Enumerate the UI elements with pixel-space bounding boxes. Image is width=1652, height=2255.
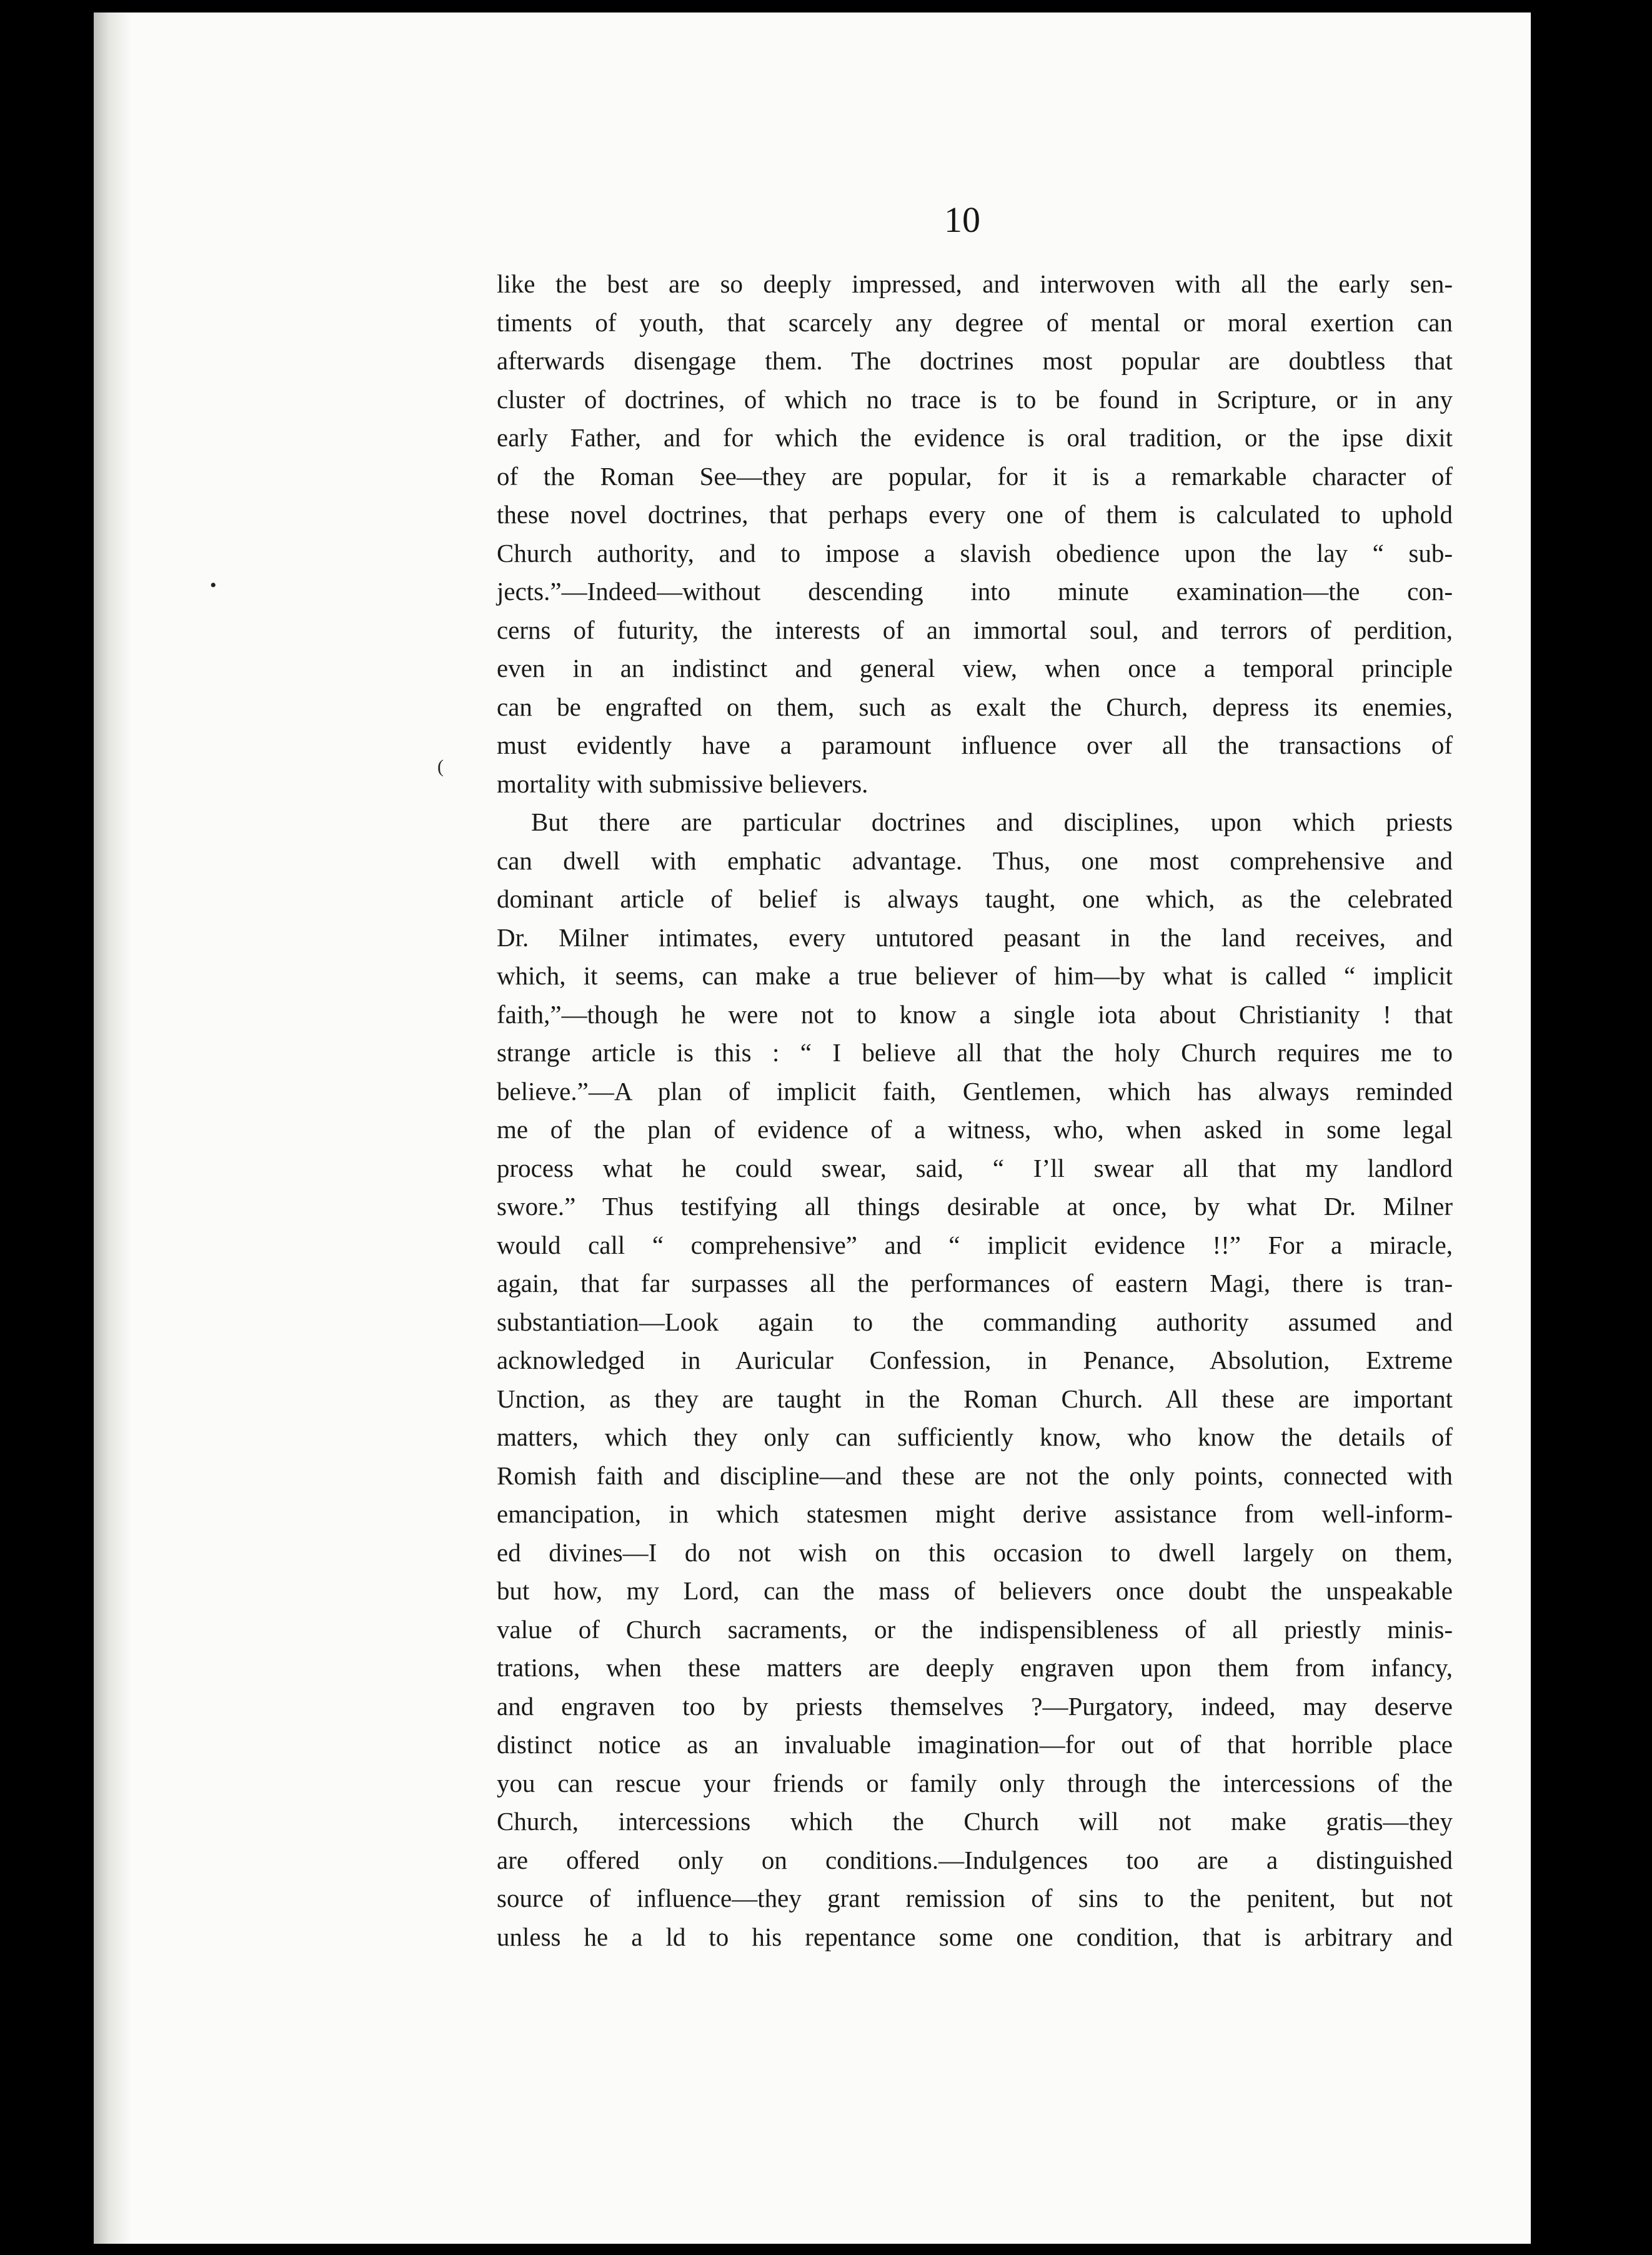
margin-dot: • [210, 575, 217, 596]
text-line: mortality with submissive believers. [497, 769, 868, 798]
text-line: can dwell with emphatic advantage. Thus, one most comprehensive and [497, 846, 1453, 875]
text-line: must evidently have a paramount influence over all the transactions of [497, 731, 1453, 759]
text-line: jects.”—Indeed—without descending into minute examination—the con- [497, 577, 1453, 606]
body-text [497, 265, 1453, 1956]
text-line: dominant article of belief is always taught, one which, as the celebrated [497, 884, 1453, 913]
text-line: these novel doctrines, that perhaps every one of them is calculated to uphold [497, 500, 1453, 529]
text-line: matters, which they only can sufficiently know, who know the details of [497, 1422, 1453, 1451]
margin-mark: ( [437, 756, 444, 777]
text-line: can be engrafted on them, such as exalt the Church, depress its enemies, [497, 692, 1453, 721]
text-line: like the best are so deeply impressed, and interwoven with all the early sen- [497, 269, 1453, 298]
text-line: trations, when these matters are deeply engraven upon them from infancy, [497, 1653, 1453, 1682]
text-line: But there are particular doctrines and disciplines, upon which priests [531, 808, 1453, 836]
text-line: afterwards disengage them. The doctrines most popular are doubtless that [497, 346, 1453, 375]
text-line: Church, intercessions which the Church will not make gratis—they [497, 1807, 1453, 1836]
text-line: and engraven too by priests themselves ?—Purgatory, indeed, may deserve [497, 1691, 1453, 1721]
text-line: me of the plan of evidence of a witness, who, when asked in some legal [497, 1115, 1453, 1144]
text-line: swore.” Thus testifying all things desirable at once, by what Dr. Milner [497, 1192, 1453, 1221]
text-line: again, that far surpasses all the performances of eastern Magi, there is tran- [497, 1269, 1453, 1298]
binding-edge [94, 12, 131, 2244]
text-line: but how, my Lord, can the mass of believers once doubt the unspeakable [497, 1576, 1453, 1605]
text-line: ed divines—I do not wish on this occasion to dwell largely on them, [497, 1538, 1453, 1567]
text-line: would call “ comprehensive” and “ implicit evidence !!” For a miracle, [497, 1230, 1453, 1259]
text-line: you can rescue your friends or family only through the intercessions of the [497, 1768, 1453, 1798]
text-line: which, it seems, can make a true believer of him—by what is called “ implicit [497, 961, 1453, 990]
text-line: strange article is this : “ I believe all that the holy Church requires me to [497, 1038, 1453, 1067]
text-line: value of Church sacraments, or the indispensibleness of all priestly minis- [497, 1614, 1453, 1644]
text-line: even in an indistinct and general view, when once a temporal principle [497, 654, 1453, 682]
text-line: of the Roman See—they are popular, for it is a remarkable character of [497, 461, 1453, 491]
text-line: emancipation, in which statesmen might derive assistance from well-inform- [497, 1499, 1453, 1528]
text-line: process what he could swear, said, “ I’ll swear all that my landlord [497, 1153, 1453, 1182]
text-line: acknowledged in Auricular Confession, in Penance, Absolution, Extreme [497, 1346, 1453, 1374]
page-number: 10 [944, 199, 980, 240]
text-line: cluster of doctrines, of which no trace is to be found in Scripture, or in any [497, 384, 1453, 414]
text-line: timents of youth, that scarcely any degree of mental or moral exertion can [497, 308, 1453, 337]
text-line: cerns of futurity, the interests of an immortal soul, and terrors of perdition, [497, 615, 1453, 644]
text-line: faith,”—though he were not to know a single iota about Christianity ! that [497, 999, 1453, 1029]
text-line: early Father, and for which the evidence is oral tradition, or the ipse dixit [497, 423, 1453, 452]
text-line: unless he a ld to his repentance some one condition, that is arbitrary and [497, 1922, 1453, 1951]
text-line: substantiation—Look again to the commanding authority assumed and [497, 1307, 1453, 1336]
text-line: are offered only on conditions.—Indulgences too are a distinguished [497, 1845, 1453, 1874]
text-line: Dr. Milner intimates, every untutored peasant in the land receives, and [497, 922, 1453, 952]
text-line: Church authority, and to impose a slavish obedience upon the lay “ sub- [497, 538, 1453, 568]
text-line: distinct notice as an invaluable imagination—for out of that horrible place [497, 1730, 1453, 1759]
text-line: believe.”—A plan of implicit faith, Gentlemen, which has always reminded [497, 1076, 1453, 1106]
text-line: Romish faith and discipline—and these are not the only points, connected with [497, 1461, 1453, 1490]
text-line: Unction, as they are taught in the Roman Church. All these are important [497, 1384, 1453, 1413]
text-line: source of influence—they grant remission of sins to the penitent, but not [497, 1884, 1453, 1912]
